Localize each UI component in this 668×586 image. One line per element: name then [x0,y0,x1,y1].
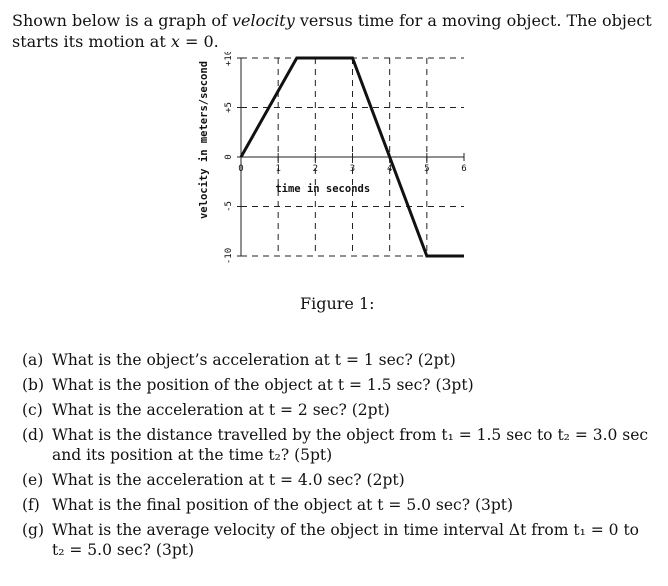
y-tick-label: -5 [224,201,234,212]
question-text: What is the final position of the object at t = 5.0 sec? (3pt) [52,496,514,514]
question-text: What is the object’s acceleration at t = 1 sec? (2pt) [52,351,456,369]
question-g [22,520,652,560]
question-label: (d) [22,426,45,444]
question-f [22,495,652,515]
question-text: What is the acceleration at t = 4.0 sec? (2pt) [52,471,405,489]
x-tick-label: 2 [312,164,319,174]
question-label: (c) [22,401,43,419]
question-text: What is the average velocity of the object in time interval Δt from t₁ = 0 to t₂ = 5.0 sec? (3pt) [52,521,640,559]
question-d [22,425,652,465]
velocity-time-chart [190,52,480,284]
question-e [22,470,652,490]
x-tick-label: 5 [424,164,430,174]
y-tick-label: 0 [224,154,234,160]
intro-text-1: Shown below is a graph of [12,11,232,30]
intro-text-3: = 0. [179,32,219,51]
question-label: (g) [22,521,45,539]
question-label: (f) [22,496,40,514]
x-tick-label: 3 [349,164,356,174]
y-axis-title: velocity in meters/second [198,60,210,220]
question-label: (a) [22,351,44,369]
question-c [22,400,652,420]
intro-text-2: versus time for a moving object. The object starts its motion at [12,11,652,51]
x-tick-label: 6 [461,164,467,174]
question-text: What is the position of the object at t = 1.5 sec? (3pt) [52,376,474,394]
figure-caption: Figure 1: [300,294,375,313]
question-label: (e) [22,471,44,489]
x-tick-label: 0 [238,164,244,174]
y-tick-label: +5 [224,102,234,113]
y-tick-label: -10 [224,247,234,265]
intro-var-x: x [170,32,180,51]
x-tick-label: 1 [275,164,281,174]
question-a [22,350,652,370]
velocity-time-figure [190,52,480,288]
question-b [22,375,652,395]
problem-intro [12,10,652,52]
y-tick-label: +10 [224,52,234,67]
intro-velocity-word: velocity [231,11,295,30]
question-text: What is the distance travelled by the object from t₁ = 1.5 sec to t₂ = 3.0 sec and its position at the time t₂? (5pt) [52,426,649,464]
x-tick-label: 4 [386,164,393,174]
x-axis-title: time in seconds [275,183,371,195]
question-list [22,350,652,565]
question-label: (b) [22,376,45,394]
question-text: What is the acceleration at t = 2 sec? (2pt) [52,401,390,419]
